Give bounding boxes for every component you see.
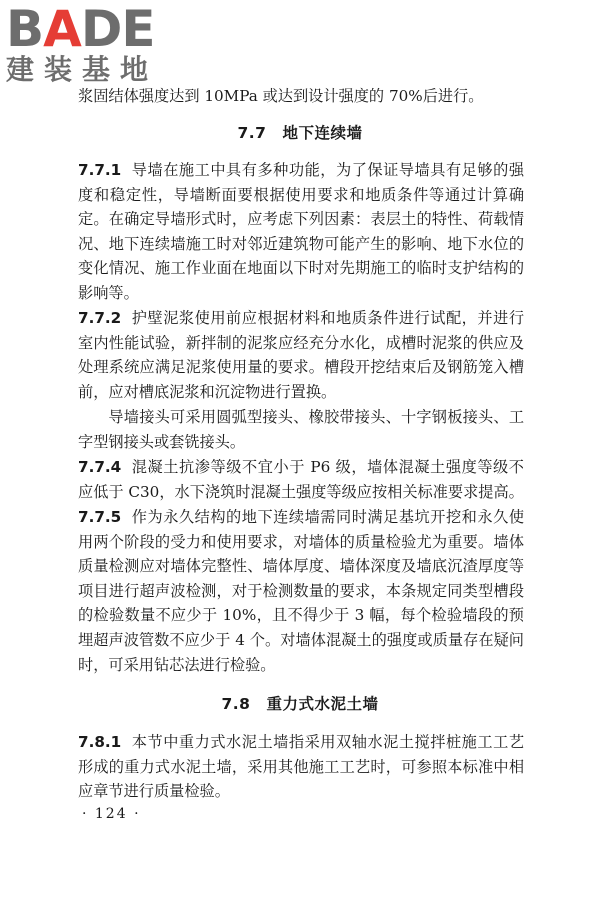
clause-text: 作为永久结构的地下连续墙需同时满足基坑开挖和永久使用两个阶段的受力和使用要求，对墙体的质量检验尤为重要。墙体质量检测应对墙体完整性、墙体厚度、墙体深度及墙底沉渣厚度等项目进行超声波检测，对于检测数量的要求，本条规定同类型槽段的检验数量不应少于 10%，且不得少于 3 幅，每个检验墙段的预埋超声波管数不应少于 4 个。对墙体混凝土的强度或质量存在疑问时，可采用钻芯法进行检验。 bbox=[78, 508, 524, 674]
brand-letter-a-accent: A bbox=[43, 0, 81, 58]
brand-wordmark bbox=[6, 0, 176, 58]
brand-letters-de: DE bbox=[80, 0, 155, 58]
clause-7-7-4 bbox=[78, 455, 524, 504]
paragraph-joint bbox=[78, 405, 524, 454]
clause-7-7-5 bbox=[78, 505, 524, 677]
clause-text: 护壁泥浆使用前应根据材料和地质条件进行试配，并进行室内性能试验，新拌制的泥浆应经充分水化，成槽时泥浆的供应及处理系统应满足泥浆使用量的要求。槽段开挖结束后及钢筋笼入槽前，应对槽底泥浆和沉淀物进行置换。 bbox=[78, 309, 524, 401]
section-number: 7.8 bbox=[221, 695, 251, 713]
section-title: 地下连续墙 bbox=[282, 124, 363, 142]
clause-text: 混凝土抗渗等级不宜小于 P6 级，墙体混凝土强度等级不应低于 C30，水下浇筑时混凝土强度等级应按相关标准要求提高。 bbox=[78, 458, 524, 501]
section-heading-7-8 bbox=[0, 692, 600, 714]
section-heading-7-7 bbox=[0, 121, 600, 143]
clause-text: 导墙在施工中具有多种功能，为了保证导墙具有足够的强度和稳定性，导墙断面要根据使用要求和地质条件等通过计算确定。在确定导墙形式时，应考虑下列因素：表层土的特性、荷载情况、地下连续墙施工时对邻近建筑物可能产生的影响、地下水位的变化情况、施工作业面在地面以下时对先期施工的临时支护结构的影响等。 bbox=[78, 161, 524, 302]
clause-7-7-2 bbox=[78, 306, 524, 404]
brand-watermark-logo bbox=[6, 0, 176, 88]
clause-7-8-1 bbox=[78, 730, 524, 804]
section-title: 重力式水泥土墙 bbox=[266, 695, 379, 713]
clause-number: 7.7.5 bbox=[78, 508, 122, 526]
clause-number: 7.7.4 bbox=[78, 458, 122, 476]
clause-number: 7.7.2 bbox=[78, 309, 122, 327]
paragraph-text: 导墙接头可采用圆弧型接头、橡胶带接头、十字钢板接头、工字型钢接头或套铣接头。 bbox=[78, 408, 524, 451]
page-number: · 124 · bbox=[82, 806, 141, 822]
clause-number: 7.8.1 bbox=[78, 733, 122, 751]
section-number: 7.7 bbox=[237, 124, 267, 142]
continuation-text: 浆固结体强度达到 10MPa 或达到设计强度的 70%后进行。 bbox=[78, 87, 484, 105]
clause-number: 7.7.1 bbox=[78, 161, 122, 179]
clause-7-7-1 bbox=[78, 158, 524, 306]
brand-subtitle: 建装基地 bbox=[6, 53, 159, 86]
brand-letter-b: B bbox=[6, 0, 44, 58]
clause-text: 本节中重力式水泥土墙指采用双轴水泥土搅拌桩施工工艺形成的重力式水泥土墙，采用其他施工工艺时，可参照本标准中相应章节进行质量检验。 bbox=[78, 733, 524, 801]
